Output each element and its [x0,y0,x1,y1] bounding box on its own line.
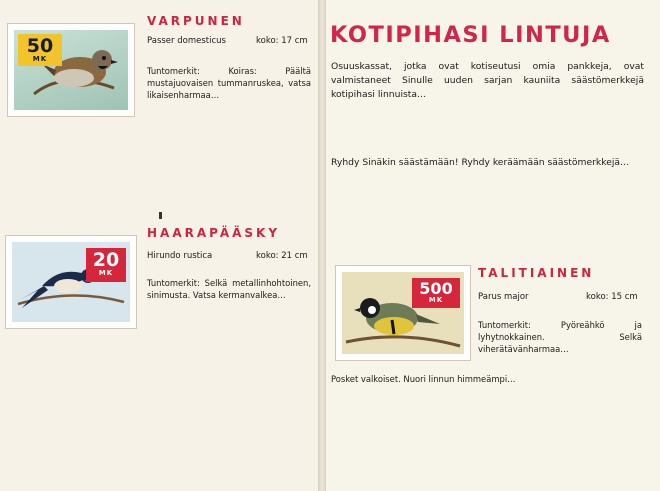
haarapaasky-heading: HAARAPÄÄSKY [147,226,281,240]
varpunen-heading: VARPUNEN [147,14,245,28]
haarapaasky-value-number: 20 [92,249,120,271]
haarapaasky-stamp [6,236,136,328]
talitiainen-description: Tuntomerkit: Pyöreähkö ja lyhytnokkainen. Selkä viherätävänharmaa… [478,320,642,354]
talitiainen-value-number: 500 [419,279,453,298]
talitiainen-value-unit: MK [428,296,444,304]
talitiainen-size: koko: 15 cm [586,292,638,302]
haarapaasky-size: koko: 21 cm [256,251,308,261]
page-gutter [318,0,326,491]
varpunen-size: koko: 17 cm [256,36,308,46]
talitiainen-stamp-value [412,278,460,308]
varpunen-value-unit: MK [32,55,48,63]
intro-paragraph: Osuuskassat, jotka ovat kotiseutusi omia pankkeja, ovat valmistaneet Sinulle uuden sarjan kauniita säästömerkkejä kotipihasi linnuista… [331,61,644,100]
varpunen-value-number: 50 [26,35,54,57]
varpunen-stamp-value [18,34,62,66]
talitiainen-description-continued: Posket valkoiset. Nuori linnun himmeämpi… [331,374,516,384]
haarapaasky-latin-name: Hirundo rustica [147,251,213,261]
varpunen-latin-name: Passer domesticus [147,36,226,46]
talitiainen-heading: TALITIAINEN [478,266,595,280]
haarapaasky-description: Tuntomerkit: Selkä metallinhohtoinen, sinimusta. Vatsa kermanvalkea… [147,278,311,300]
varpunen-description: Tuntomerkit: Koiras: Päältä mustajuovaisen tummanruskea, vatsa likaisenharmaa… [147,66,311,100]
talitiainen-stamp [336,266,470,360]
section-divider-dot [159,212,162,219]
varpunen-stamp [8,24,134,116]
haarapaasky-value-unit: MK [98,269,114,277]
page-title: KOTIPIHASI LINTUJA [330,22,611,48]
haarapaasky-stamp-value [86,248,126,282]
talitiainen-latin-name: Parus major [478,292,529,302]
appeal-paragraph: Ryhdy Sinäkin säästämään! Ryhdy keräämään säästömerkkejä… [331,157,630,168]
